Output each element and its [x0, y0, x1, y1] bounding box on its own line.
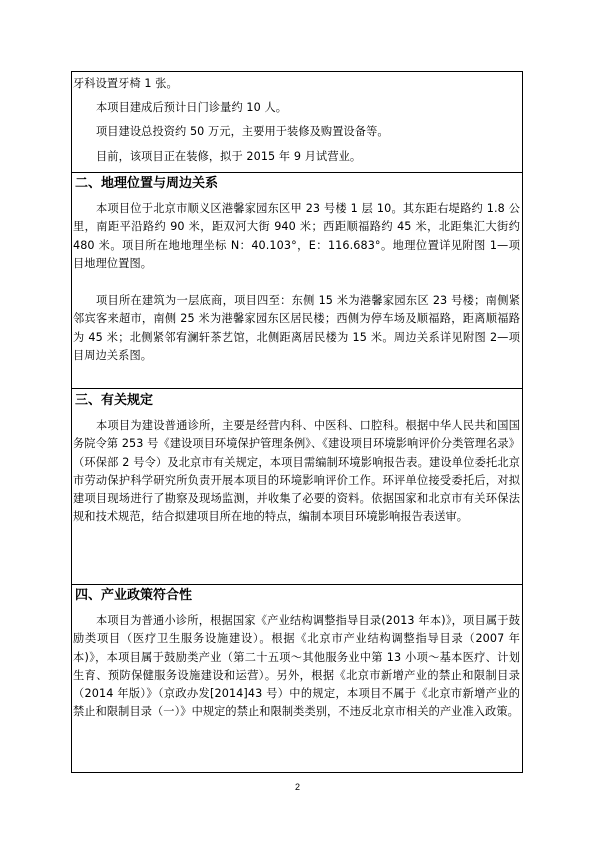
- section-divider: [71, 584, 523, 585]
- section-divider: [71, 388, 523, 389]
- surroundings-paragraph: 项目所在建筑为一层底商，项目四至：东侧 15 米为港馨家园东区 23 号楼；南侧紧邻宾客来超市，南侧 25 米为港馨家园东区居民楼；西侧为停车场及顺福路，距离顺福路为 45 米；北侧紧邻宥澜轩茶艺馆，北侧距离居民楼为 15 米。周边关系详见附图 2—项目周边关系图。: [73, 294, 520, 362]
- intro-line-3: 项目建设总投资约 50 万元，主要用于装修及购置设备等。: [96, 125, 389, 138]
- section-heading-regulations: 三、有关规定: [75, 393, 154, 408]
- intro-line-4: 目前，该项目正在装修，拟于 2015 年 9 月试营业。: [96, 150, 362, 163]
- industry-policy-paragraph: 本项目为普通小诊所，根据国家《产业结构调整指导目录(2013 年本)》，项目属于鼓励类项目（医疗卫生服务设施建设）。根据《北京市产业结构调整指导目录（2007 年本)》，本项目属于鼓励类产业（第二十五项～其他服务业中第 13 小项～基本医疗、计划生育、预防保健服务设施建设和运营）。另外，根据《北京市新增产业的禁止和限制目录（2014 年版）》（京政办发[2014]43 号）中的规定，本项目不属于《北京市新增产业的禁止和限制目录（一）》中规定的禁止和限制类类别，不违反北京市相关的产业准入政策。: [73, 614, 520, 719]
- intro-line-1: 牙科设置牙椅 1 张。: [73, 77, 178, 90]
- location-paragraph: 本项目位于北京市顺义区港馨家园东区甲 23 号楼 1 层 10。其东距右堤路约 1.8 公里，南距平沿路约 90 米，距双河大街 940 米；西距顺福路约 45 米，北距集汇大街约 480 米。项目所在地地理坐标 N：40.103°，E：116.683°。地理位置详见附图 1—项目地理位置图。: [73, 202, 520, 270]
- section-heading-location: 二、地理位置与周边关系: [75, 176, 219, 191]
- intro-line-2: 本项目建成后预计日门诊量约 10 人。: [96, 101, 288, 114]
- section-heading-industry-policy: 四、产业政策符合性: [75, 588, 193, 603]
- section-divider: [71, 172, 523, 173]
- regulations-paragraph: 本项目为建设普通诊所，主要是经营内科、中医科、口腔科。根据中华人民共和国国务院令第 253 号《建设项目环境保护管理条例》、《建设项目环境影响评价分类管理名录》（环保部 2 号令）及北京市有关规定，本项目需编制环境影响报告表。建设单位委托北京市劳动保护科学研究所负责开展本项目的环境影响评价工作。环评单位接受委托后，对拟建项目现场进行了勘察及现场监测，并收集了必要的资料。依据国家和北京市有关环保法规和技术规范，结合拟建项目所在地的特点，编制本项目环境影响报告表送审。: [73, 419, 520, 524]
- page-number: 2: [294, 782, 300, 792]
